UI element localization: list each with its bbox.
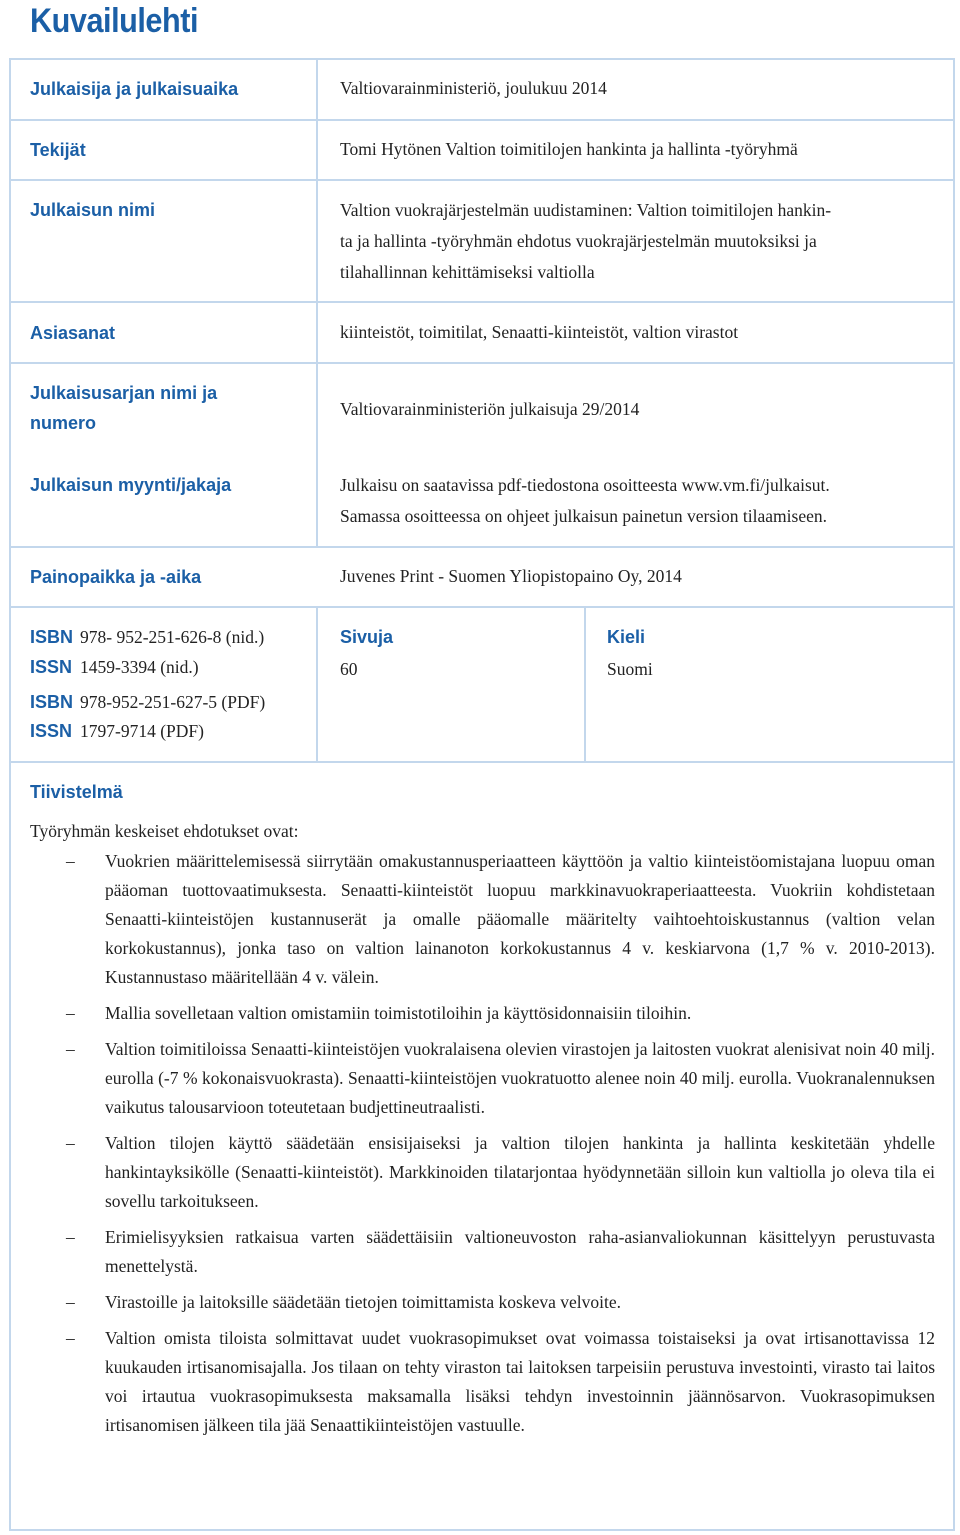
list-item [30,1035,935,1122]
publisher-label: Julkaisija ja julkaisuaika [30,79,239,99]
sales-value [340,470,830,532]
print-value: Juvenes Print - Suomen Yliopistopaino Oy, 2014 [340,566,682,586]
list-item [30,1324,935,1440]
series-label-line: numero [30,413,97,433]
abstract-label: Tiivistelmä [30,782,123,802]
pages-value: 60 [340,659,358,679]
row-divider [9,546,955,548]
identifier-row [30,652,199,684]
series-label-line: Julkaisusarjan nimi ja [30,383,218,403]
identifier-value: 978-952-251-627-5 (PDF) [80,692,266,712]
row-divider [9,119,955,121]
keywords-label: Asiasanat [30,323,116,343]
series-value: Valtiovarainministeriön julkaisuja 29/2014 [340,399,640,419]
language-value: Suomi [607,659,653,679]
list-item-text: Valtion tilojen käyttö säädetään ensisijaiseksi ja valtion tilojen hankinta ja hallinta keskitetään yhdelle hankintayksikölle (Senaatti-kiinteistöt). Markkinoiden tilatarjontaa hyödynnetään silloin kun valtiolla jo oleva tila ei sovellu tarkoitukseen. [105,1133,935,1211]
series-label [30,378,217,438]
identifier-value: 978- 952-251-626-8 (nid.) [80,627,265,647]
list-item [30,1223,935,1281]
list-item [30,847,935,992]
publisher-value: Valtiovarainministeriö, joulukuu 2014 [340,78,607,98]
identifier-value: 1797-9714 (PDF) [80,721,204,741]
list-item-text: Vuokrien määrittelemisessä siirrytään omakustannusperiaatteen käyttöön ja valtio kiinteistöomistajana luopuu oman pääoman tuottovaatimuksesta. Senaatti-kiinteistöt luopuu markkinavuokraperiaatteesta. Vuokriin kohdistetaan Senaatti-kiinteistöjen kustannuserät ja omalle pääomalle määritelty vaihtoehtoiskustannus (valtion velan korkokustannus), jonka taso on valtion lainanoton korkokustannus 4 v. keskiarvona (1,7 % v. 2010-2013). Kustannustaso määritellään 4 v. välein. [105,851,935,987]
row-divider [9,761,955,763]
column-divider [316,58,318,547]
keywords-value: kiinteistöt, toimitilat, Senaatti-kiinteistöt, valtion virastot [340,322,739,342]
dash-marker: – [66,1227,75,1247]
identifier-row [30,622,264,654]
row-divider [9,362,955,364]
authors-value: Tomi Hytönen Valtion toimitilojen hankinta ja hallinta -työryhmä [340,139,798,159]
list-item-text: Valtion toimitiloissa Senaatti-kiinteistöjen vuokralaisena olevien virastojen ja laitosten vuokrat alenisivat noin 40 milj. eurolla (-7 % kokonaisvuokrasta). Senaatti-kiinteistöjen vuokratuotto alenee noin 40 milj. eurolla. Vuokranalennuksen vaikutus talousarvioon toteutetaan budjettineutraalisti. [105,1039,935,1117]
identifier-key: ISSN [30,657,73,677]
list-item-text: Valtion omista tiloista solmittavat uudet vuokrasopimukset ovat voimassa toistaiseksi ja ovat irtisanottavissa 12 kuukauden irtisanomisajalla. Jos tilaan on tehty viraston tai laitoksen tarpeisiin perustuva investointi, virasto tai laitos voi irtautua vuokrasopimuksesta maksamalla lisäksi tehdyn investoinnin jäännösarvon. Vuokrasopimuksen irtisanomisen jälkeen tila jää Senaattikiinteistöjen vastuulle. [105,1328,935,1435]
abstract-list [30,847,935,1447]
publication-name-line: tilahallinnan kehittämiseksi valtiolla [340,262,595,282]
identifier-key: ISBN [30,627,74,647]
publication-name-value [340,195,940,288]
list-item [30,1129,935,1216]
row-divider [9,301,955,303]
column-divider [584,606,586,762]
identifier-value: 1459-3394 (nid.) [80,657,199,677]
language-label: Kieli [607,627,646,647]
list-item [30,1288,935,1317]
publication-name-label: Julkaisun nimi [30,200,156,220]
authors-label: Tekijät [30,140,86,160]
sales-value-line: Samassa osoitteessa on ohjeet julkaisun painetun version tilaamiseen. [340,506,827,526]
abstract-intro: Työryhmän keskeiset ehdotukset ovat: [30,821,299,841]
dash-marker: – [66,1133,75,1153]
publication-name-line: Valtion vuokrajärjestelmän uudistaminen: Valtion toimitilojen hankin- [340,200,832,220]
page-title: Kuvailulehti [30,2,199,40]
row-divider [9,606,955,608]
list-item-text: Mallia sovelletaan valtion omistamiin toimistotiloihin ja käyttösidonnaisiin tiloihin. [105,1003,692,1023]
list-item [30,999,935,1028]
identifier-row [30,687,265,719]
list-item-text: Erimielisyyksien ratkaisua varten säädettäisiin valtioneuvoston raha-asianvaliokunnan käsittelyyn perustuvasta menettelystä. [105,1227,935,1276]
dash-marker: – [66,1039,75,1059]
identifier-row [30,716,204,748]
dash-marker: – [66,1292,75,1312]
print-label: Painopaikka ja -aika [30,567,202,587]
publication-name-line: ta ja hallinta -työryhmän ehdotus vuokrajärjestelmän muutoksiksi ja [340,231,817,251]
list-item-text: Virastoille ja laitoksille säädetään tietojen toimittamista koskeva velvoite. [105,1292,622,1312]
row-divider [9,179,955,181]
column-divider [316,606,318,762]
dash-marker: – [66,851,75,871]
dash-marker: – [66,1003,75,1023]
identifier-key: ISBN [30,692,74,712]
identifier-key: ISSN [30,721,73,741]
pages-label: Sivuja [340,627,394,647]
sales-label: Julkaisun myynti/jakaja [30,475,232,495]
sales-value-line: Julkaisu on saatavissa pdf-tiedostona osoitteesta www.vm.fi/julkaisut. [340,475,830,495]
dash-marker: – [66,1328,75,1348]
